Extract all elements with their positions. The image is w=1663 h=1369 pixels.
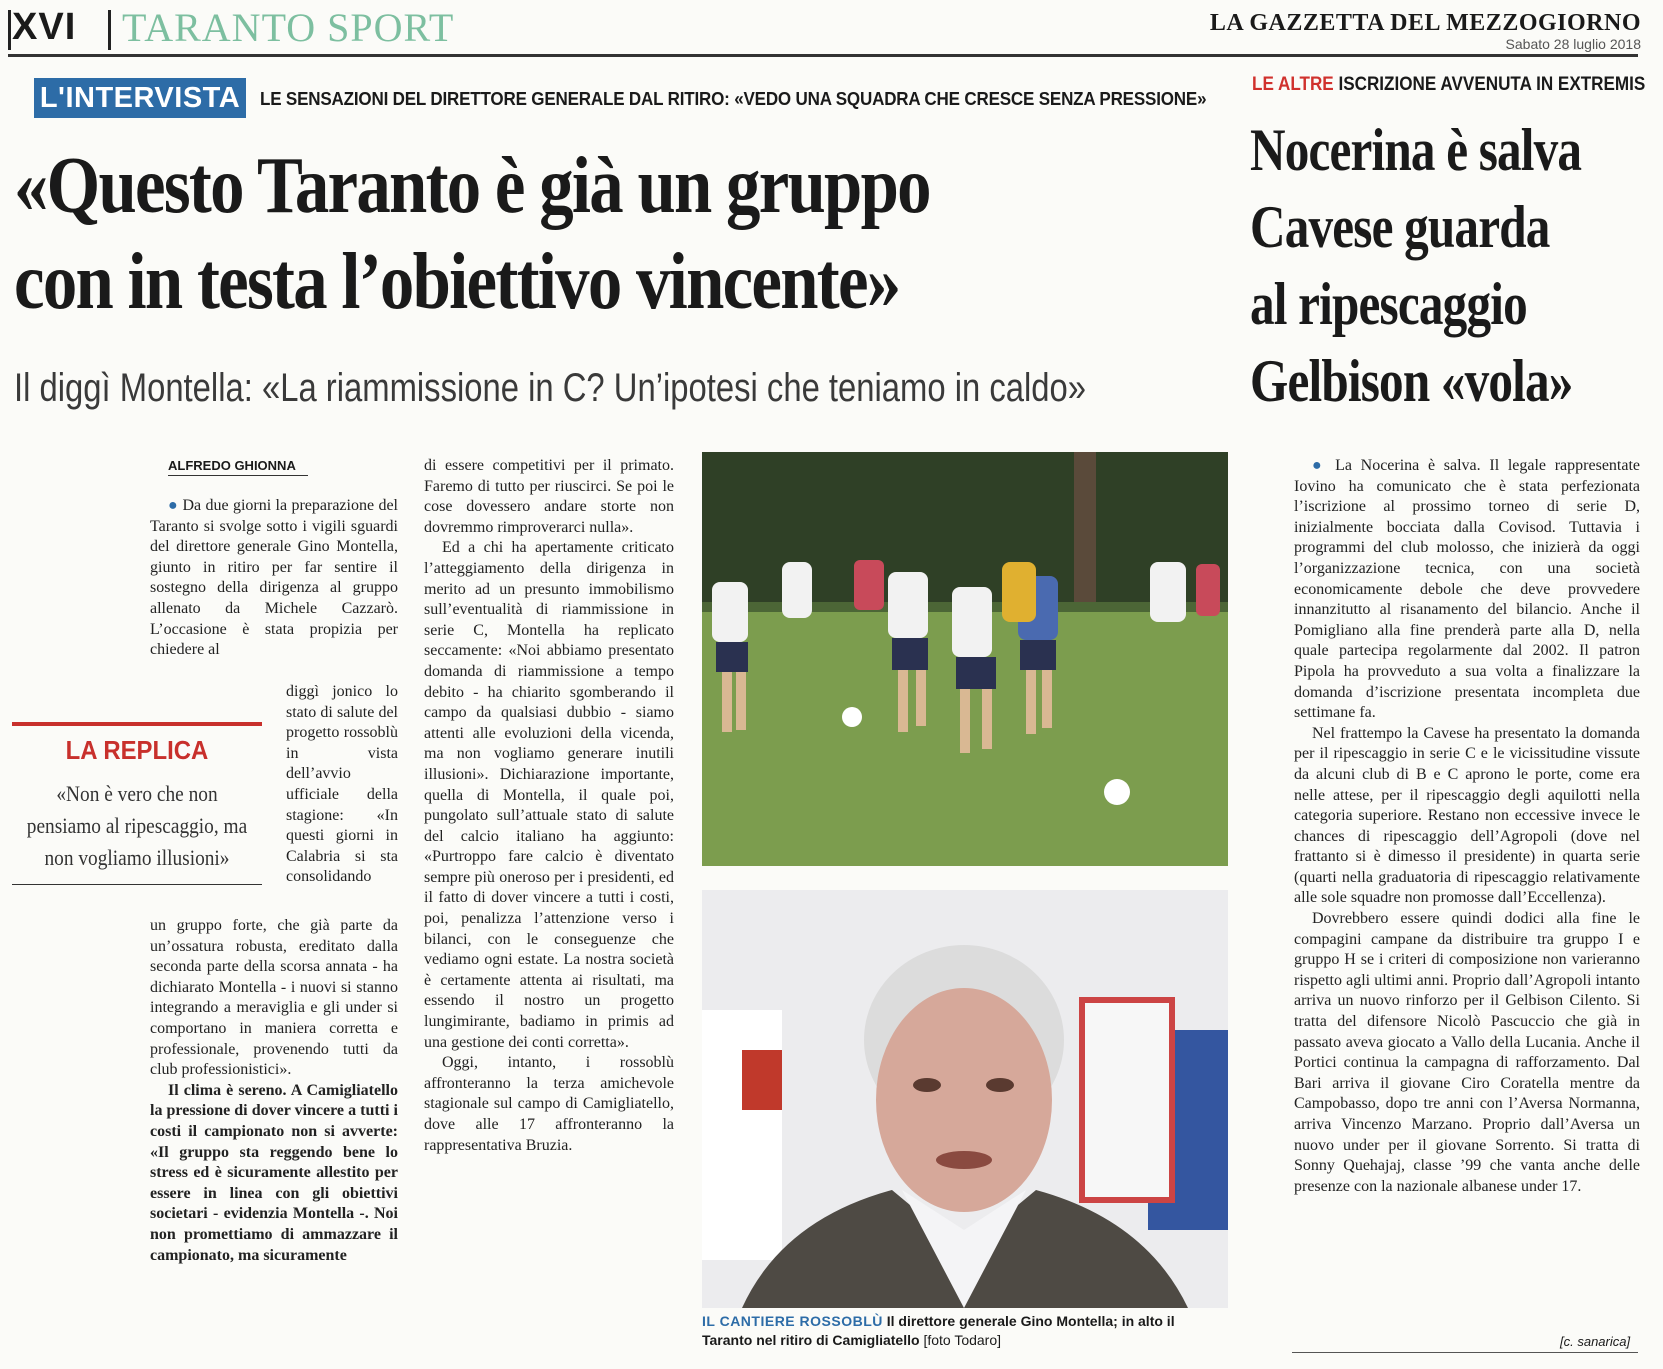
body-text: Il clima è sereno. A Camigliatello la pressione di dover vincere a tutti i costi il campionato non si avverte: «Il gruppo sta reggendo bene lo stress ed è sicuramente allestito per essere in linea con gli obiettivi societari - evidenzia Montella -. Noi non promettiamo di ammazzare il campionato, ma sicuramente [150,1081,398,1264]
pullquote-text: «Non è vero che non pensiamo al ripescaggio, ma non vogliamo illusioni» [26,781,248,870]
page-number: XVI [12,6,77,48]
pullquote-title: LA REPLICA [65,735,209,765]
article-subhead: Il diggì Montella: «La riammissione in C? Un’ipotesi che teniamo in caldo» [14,366,1087,410]
headline-line: «Questo Taranto è già un gruppo [14,142,930,230]
header-divider [108,10,111,50]
side-body-column [1294,456,1640,1197]
article-kicker: LE SENSAZIONI DEL DIRETTORE GENERALE DAL RITIRO: «VEDO UNA SQUADRA CHE CRESCE SENZA PRESSIONE» [260,88,1207,109]
portrait-photo [702,890,1228,1308]
body-column-2 [424,456,674,1156]
side-headline-line: Gelbison «vola» [1250,348,1573,414]
body-column-1-narrow [286,682,398,888]
body-text: Da due giorni la preparazione del Taranto si svolge sotto i vigili sguardi del direttore generale Gino Montella, giunto in ritiro per far sentire il sostegno della dirigenza al gruppo allenato da Michele Cazzarò. L’occasione è stata propizia per chiedere al [150,497,399,659]
body-column-1-top [150,496,398,661]
body-text: Ed a chi ha apertamente criticato l’atteggiamento della dirigenza in merito ad un presunto immobilismo sull’eventualità di riammissione in serie C, Montella ha replicato seccamente: «Noi abbiamo presentato domanda di riammissione a tempo debito - ha chiarito sgomberando il campo da qualsiasi dubbio - siamo attenti alle evoluzioni della vicenda, ma non vogliamo generare inutili illusioni». Dichiarazione importante, quella di Montella, il quale poi, pungolato sull’attuale stato di salute del calcio italiano ha aggiunto: «Purtroppo fare calcio è diventato sempre più oneroso per i presidenti, ed il fatto di dover vincere a tutti i costi, poi, penalizza l’attenzione verso i bilanci, con le conseguenze che vediamo ogni estate. La nostra società è certamente attenta ai risultati, ma essendo il nostro un progetto lungimirante, badiamo in primis ad una gestione dei conti corretta». [424,539,674,1051]
article-headline [14,138,1046,330]
side-headline-line: Cavese guarda [1250,194,1550,260]
side-kicker [1252,74,1645,96]
team-training-photo [702,452,1228,866]
header-rule [8,54,1638,57]
side-kicker-label: LE ALTRE [1252,74,1334,95]
pullquote-rule [12,722,262,726]
pullquote-rule [12,884,262,885]
training-photo-illustration [702,452,1228,866]
body-text: di essere competitivi per il primato. Faremo di tutto per riuscirci. Se poi le cose dovessero andare storte non dovremmo rimproverarci nulla». [424,457,674,536]
caption-text: Il direttore generale Gino Montella; in alto il Taranto nel ritiro di Camigliatello [702,1313,1175,1348]
side-headline-line: Nocerina è salva [1250,117,1582,183]
photo-caption [702,1312,1222,1350]
caption-credit: [foto Todaro] [923,1332,1002,1348]
body-text: diggì jonico lo stato di salute del progetto rossoblù in vista dell’avvio ufficiale della stagione: «In questi giorni in Calabria si sta consolidando [286,683,398,886]
headline-line: con in testa l’obiettivo vincente» [14,238,900,326]
bullet-dot-icon: ● [1312,457,1327,474]
section-title: TARANTO SPORT [122,5,455,50]
author-signature: [c. sanarica] [1560,1334,1631,1349]
bullet-dot-icon: ● [168,497,179,514]
body-text: Dovrebbero essere quindi dodici alla fine le compagini campane da distribuire tra gruppo I e gruppo H se i criteri di composizione non varieranno rispetto agli ultimi anni. Proprio dall’Agropoli intanto arriva un nuovo rinforzo per il Gelbison Cilento. Si tratta del difensore Nicolò Pascuccio che già in passato aveva giocato a Vallo della Lucania. Anche il Portici continua la campagna di rafforzamento. Dal Bari arriva il giovane Ciro Coratella mentre da Campobasso, dopo tre anni con l’Aversa Normanna, arriva Vincenzo Marzano. Proprio dall’Aversa un nuovo under per il giovane Sorrento. Si tratta di Sonny Quehajaj, classe ’99 che vanta anche delle presenze con la nazionale albanese under 17. [1294,910,1640,1195]
portrait-illustration [702,890,1228,1308]
issue-date: Sabato 28 luglio 2018 [1505,36,1641,52]
author-byline: ALFREDO GHIONNA [168,458,308,476]
side-headline-line: al ripescaggio [1250,271,1527,337]
body-text: Nel frattempo la Cavese ha presentato la domanda per il ripescaggio in serie C e le vicissitudine vissute da alcuni club di B e C aprono le porte, come era nelle attese, per il ripescaggio degli aquilotti nella categoria superiore. Restano non eccessive invece le chances di ripescaggio dell’Agropoli (dove nel frattanto si è dimesso il presidente) in quarta serie (quarti nella graduatoria di ripescaggio relativamente alle sole squadre non promosse dall’Eccellenza). [1294,724,1640,907]
side-kicker-text: ISCRIZIONE AVVENUTA IN EXTREMIS [1338,74,1646,95]
side-headline [1250,112,1594,420]
body-text: Oggi, intanto, i rossoblù affronteranno la terza amichevole stagionale sul campo di Camigliatello, dove alle 17 affronteranno la rappresentativa Bruzia. [424,1054,674,1154]
body-text: un gruppo forte, che già parte da un’ossatura robusta, ereditato dalla seconda parte della scorsa annata - ha dichiarato Montella - i nuovi si stanno integrando a meraviglia e gli under si comportano in maniera corretta e professionale, provenendo tutti da club professionistici». [150,917,398,1079]
footer-rule [1292,1352,1638,1353]
article-tag: L'INTERVISTA [34,78,246,118]
body-text: La Nocerina è salva. Il legale rappresentate Iovino ha comunicato che è stata perfezionata l’iscrizione al prossimo torneo di serie D, inizialmente bocciata dalla Covisod. Tuttavia i programmi del club molosso, che inizierà da oggi l’organizzazione tecnica, con una società economicamente debole che deve provvedere innanzitutto al risanamento del bilancio. Anche il Pomigliano alla fine prenderà parte alla D, nella quale partecipa regolarmente dal 2002. Il patron Pipola ha provveduto a sua volta a finalizzare la domanda d’iscrizione presentata incompleta due settimane fa. [1294,457,1641,722]
body-column-1-bottom [150,916,398,1266]
header-divider [8,10,11,50]
newspaper-name: LA GAZZETTA DEL MEZZOGIORNO [1209,10,1641,36]
caption-label: IL CANTIERE ROSSOBLÙ [702,1313,883,1329]
